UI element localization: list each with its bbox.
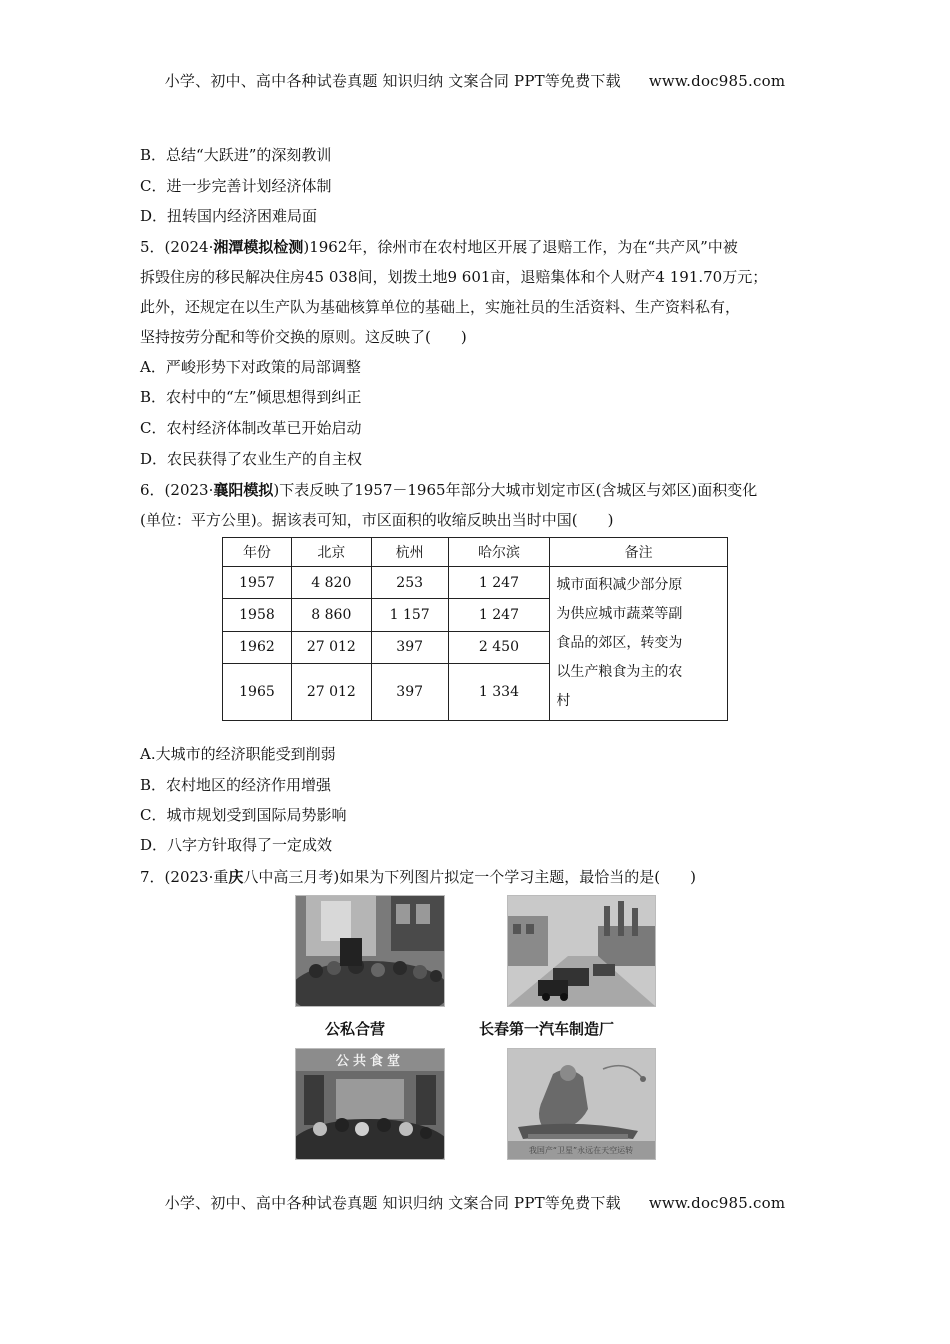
table-header: 杭州: [371, 538, 448, 567]
header-site[interactable]: www.doc985.com: [648, 72, 786, 90]
q4-option-c: C．进一步完善计划经济体制: [140, 177, 332, 195]
table-cell: 4 820: [291, 567, 371, 599]
caption-public-private: 公私合营: [325, 1020, 386, 1038]
table-cell: 1 247: [448, 567, 550, 599]
table-cell: 1 247: [448, 599, 550, 631]
photo-changchun-graphic: [508, 896, 655, 1006]
table-cell: 1957: [223, 567, 292, 599]
q6-option-c: C．城市规划受到国际局势影响: [140, 806, 347, 824]
q5-stem-line2: 拆毁住房的移民解决住房45 038间，划拨土地9 601亩，退赔集体和个人财产4 191.70万元；: [140, 268, 768, 286]
q7-stem: 7．(2023·重庆八中高三月考)如果为下列图片拟定一个学习主题，最恰当的是( ): [140, 868, 696, 886]
table-cell: 1 157: [371, 599, 448, 631]
note-line: 村: [556, 693, 571, 709]
footer-site[interactable]: www.doc985.com: [648, 1194, 786, 1212]
photo-public-private-partnership: [295, 895, 445, 1007]
photo-public-canteen-graphic: [296, 1049, 444, 1159]
table-note-cell: [550, 567, 728, 721]
photo-satellite-graphic: [508, 1049, 655, 1159]
table-header: 哈尔滨: [448, 538, 550, 567]
q4-option-d: D．扭转国内经济困难局面: [140, 207, 318, 225]
table-cell: 397: [371, 663, 448, 720]
note-line: 以生产粮食为主的农: [556, 664, 683, 680]
table-cell: 27 012: [291, 663, 371, 720]
footer-text: 小学、初中、高中各种试卷真题 知识归纳 文案合同 PPT等免费下载: [164, 1194, 621, 1212]
header-text: 小学、初中、高中各种试卷真题 知识归纳 文案合同 PPT等免费下载: [164, 72, 621, 90]
table-cell: 1962: [223, 631, 292, 663]
q6-option-b: B．农村地区的经济作用增强: [140, 776, 332, 794]
q6-stem-line2: (单位：平方公里)。据该表可知，市区面积的收缩反映出当时中国( ): [140, 511, 614, 529]
note-line: 城市面积减少部分原: [556, 577, 683, 593]
canteen-sign-text: 公共食堂: [335, 1054, 405, 1069]
q5-option-b: B．农村中的“左”倾思想得到纠正: [140, 388, 362, 406]
table-header: 北京: [291, 538, 371, 567]
q5-stem-line1: 5．(2024·湘潭模拟检测)1962年，徐州市在农村地区开展了退赔工作，为在“共产风”中被: [140, 238, 738, 256]
q4-option-b: B．总结“大跃进”的深刻教训: [140, 146, 332, 164]
table-cell: 1965: [223, 663, 292, 720]
q5-option-d: D．农民获得了农业生产的自主权: [140, 450, 363, 468]
q5-option-a: A．严峻形势下对政策的局部调整: [140, 358, 361, 376]
table-row: [223, 567, 728, 599]
photo-public-canteen: [295, 1048, 445, 1160]
satellite-poster-caption: 我国产“卫星”永远在天空运转: [528, 1146, 634, 1155]
q6-option-a: A.大城市的经济职能受到削弱: [140, 745, 336, 763]
q6-number: 6．: [140, 481, 165, 499]
q6-data-table: [222, 537, 728, 721]
page-footer: [0, 1192, 950, 1213]
caption-changchun: 长春第一汽车制造厂: [479, 1020, 615, 1038]
q5-number: 5．: [140, 238, 165, 256]
q5-source-open: (2024·: [164, 238, 214, 256]
q6-source: 襄阳模拟: [213, 481, 274, 499]
table-cell: 397: [371, 631, 448, 663]
q5-source: 湘潭模拟检测: [213, 238, 304, 256]
page-header: [0, 70, 950, 91]
q5-option-c: C．农村经济体制改革已开始启动: [140, 419, 362, 437]
q5-stem-line3: 此外，还规定在以生产队为基础核算单位的基础上，实施社员的生活资料、生产资料私有，: [140, 298, 741, 316]
table-cell: 27 012: [291, 631, 371, 663]
table-header-row: [223, 538, 728, 567]
table-cell: 253: [371, 567, 448, 599]
table-cell: 1 334: [448, 663, 550, 720]
photo-public-private-graphic: [296, 896, 444, 1006]
q7-number: 7．: [140, 868, 165, 886]
q6-stem-line1: 6．(2023·襄阳模拟)下表反映了1957－1965年部分大城市划定市区(含城区与郊区)面积变化: [140, 481, 758, 499]
note-line: 食品的郊区，转变为: [556, 635, 683, 651]
photo-changchun-faw: [507, 895, 656, 1007]
q6-option-d: D．八字方针取得了一定成效: [140, 836, 333, 854]
q5-stem-line4: 坚持按劳分配和等价交换的原则。这反映了( ): [140, 328, 467, 346]
table-cell: 2 450: [448, 631, 550, 663]
table-cell: 1958: [223, 599, 292, 631]
photo-satellite-poster: [507, 1048, 656, 1160]
q5-source-close: ): [303, 238, 310, 256]
note-line: 为供应城市蔬菜等副: [556, 606, 683, 622]
table-header: 年份: [223, 538, 292, 567]
table-cell: 8 860: [291, 599, 371, 631]
table-header: 备注: [550, 538, 728, 567]
